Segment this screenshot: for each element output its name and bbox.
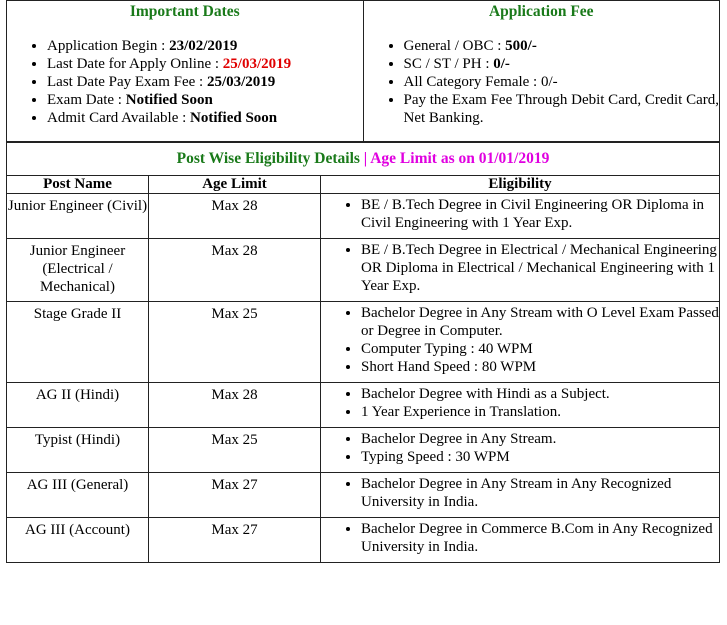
- eligibility-point: • Bachelor Degree in Any Stream in Any Recognized University in India.: [361, 475, 719, 511]
- fee-value: 0/-: [493, 56, 510, 72]
- table-row: [7, 428, 720, 473]
- date-value: 25/03/2019: [222, 56, 292, 72]
- date-item: [47, 109, 363, 127]
- eligibility-point: • Bachelor Degree with Hindi as a Subject.: [361, 385, 719, 403]
- application-fee-list: [364, 37, 720, 127]
- age-limit-cell: Max 25: [149, 302, 321, 383]
- eligibility-point: • Computer Typing : 40 WPM: [361, 340, 719, 358]
- table-row: [7, 239, 720, 302]
- important-dates-title: Important Dates: [129, 3, 240, 20]
- date-label: Last Date Pay Exam Fee :: [47, 74, 207, 90]
- fee-value: 500/-: [505, 38, 537, 54]
- eligibility-list: [321, 430, 719, 466]
- eligibility-cell: [321, 428, 720, 473]
- title-separator: |: [359, 150, 371, 167]
- fee-label: All Category Female : 0/-: [403, 74, 558, 90]
- eligibility-point: • Bachelor Degree in Any Stream.: [361, 430, 719, 448]
- date-value: 25/03/2019: [206, 74, 276, 90]
- eligibility-cell: [321, 239, 720, 302]
- age-limit-cell: Max 27: [149, 473, 321, 518]
- age-limit-cell: Max 25: [149, 428, 321, 473]
- date-item: [47, 55, 363, 73]
- fee-label: Pay the Exam Fee Through Debit Card, Credit Card, Net Banking.: [403, 92, 719, 126]
- date-value: 23/02/2019: [169, 38, 238, 54]
- eligibility-list: [321, 304, 719, 376]
- date-item: [47, 91, 363, 109]
- post-name-cell: Stage Grade II: [7, 302, 149, 383]
- eligibility-rows: [7, 194, 720, 563]
- post-name-cell: AG III (General): [7, 473, 149, 518]
- application-fee-title: Application Fee: [488, 3, 594, 20]
- eligibility-point: • Typing Speed : 30 WPM: [361, 448, 719, 466]
- age-limit-cell: Max 28: [149, 239, 321, 302]
- eligibility-list: [321, 520, 719, 556]
- eligibility-point: • BE / B.Tech Degree in Civil Engineering OR Diploma in Civil Engineering with 1 Year Exp.: [361, 196, 719, 232]
- date-value: Notified Soon: [190, 110, 278, 126]
- eligibility-list: [321, 385, 719, 421]
- header-age-limit: Age Limit: [149, 176, 321, 194]
- post-name-cell: AG III (Account): [7, 518, 149, 563]
- fee-label: SC / ST / PH :: [403, 56, 494, 72]
- eligibility-point: • 1 Year Experience in Translation.: [361, 403, 719, 421]
- eligibility-list: [321, 196, 719, 232]
- eligibility-table: [6, 142, 720, 563]
- eligibility-point: • Bachelor Degree in Commerce B.Com in Any Recognized University in India.: [361, 520, 719, 556]
- eligibility-cell: [321, 518, 720, 563]
- table-row: [7, 194, 720, 239]
- eligibility-point: • Bachelor Degree in Any Stream with O Level Exam Passed or Degree in Computer.: [361, 304, 719, 340]
- eligibility-cell: [321, 302, 720, 383]
- age-limit-cell: Max 27: [149, 518, 321, 563]
- eligibility-title: Post Wise Eligibility Details: [176, 150, 360, 167]
- date-item: [47, 37, 363, 55]
- important-dates-box: [7, 1, 364, 142]
- date-label: Exam Date :: [47, 92, 126, 108]
- post-name-cell: Typist (Hindi): [7, 428, 149, 473]
- date-label: Admit Card Available :: [47, 110, 191, 126]
- age-limit-cell: Max 28: [149, 383, 321, 428]
- eligibility-cell: [321, 194, 720, 239]
- age-limit-date: Age Limit as on 01/01/2019: [370, 150, 550, 167]
- date-label: Last Date for Apply Online :: [47, 56, 223, 72]
- important-dates-list: [7, 37, 363, 127]
- eligibility-list: [321, 475, 719, 511]
- header-post-name: Post Name: [7, 176, 149, 194]
- table-row: [7, 518, 720, 563]
- eligibility-cell: [321, 383, 720, 428]
- post-name-cell: Junior Engineer (Electrical / Mechanical): [7, 239, 149, 302]
- table-row: [7, 383, 720, 428]
- eligibility-header: [7, 143, 720, 176]
- date-label: Application Begin :: [47, 38, 170, 54]
- date-item: [47, 73, 363, 91]
- header-eligibility: Eligibility: [321, 176, 720, 194]
- post-name-cell: AG II (Hindi): [7, 383, 149, 428]
- table-row: [7, 302, 720, 383]
- eligibility-list: [321, 241, 719, 295]
- fee-item: [404, 91, 720, 127]
- top-info-table: [6, 0, 720, 142]
- fee-item: [404, 37, 720, 55]
- eligibility-cell: [321, 473, 720, 518]
- fee-item: [404, 73, 720, 91]
- eligibility-point: • BE / B.Tech Degree in Electrical / Mechanical Engineering OR Diploma in Electrical / Mechanical Engineering with 1 Year Exp.: [361, 241, 719, 295]
- table-row: [7, 473, 720, 518]
- application-fee-box: [363, 1, 720, 142]
- eligibility-point: • Short Hand Speed : 80 WPM: [361, 358, 719, 376]
- fee-item: [404, 55, 720, 73]
- age-limit-cell: Max 28: [149, 194, 321, 239]
- date-value: Notified Soon: [125, 92, 213, 108]
- post-name-cell: Junior Engineer (Civil): [7, 194, 149, 239]
- fee-label: General / OBC :: [403, 38, 506, 54]
